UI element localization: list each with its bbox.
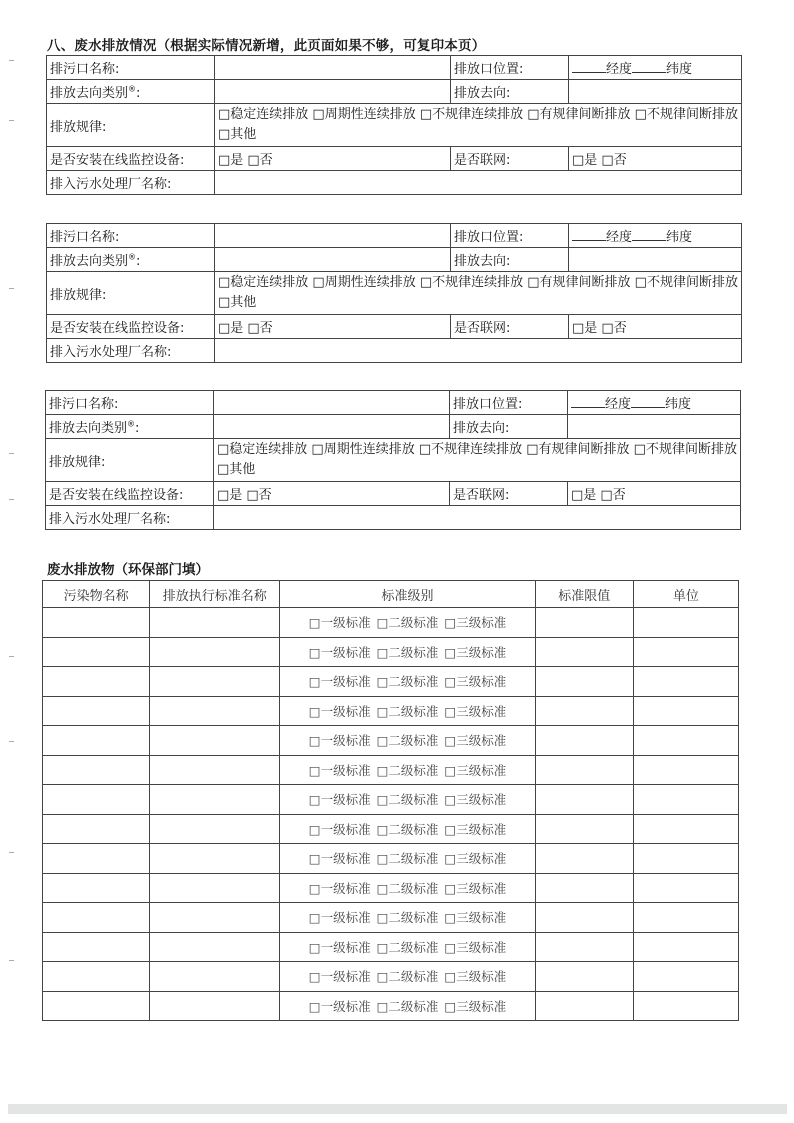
standard-limit-cell[interactable] — [535, 844, 633, 874]
network-label: 是否联网: — [451, 147, 569, 171]
level-option-1[interactable]: □一级标准 — [308, 615, 371, 631]
standard-level-cell — [280, 696, 535, 726]
pollutant-name-cell[interactable] — [43, 726, 150, 756]
pollutant-name-cell[interactable] — [43, 608, 150, 638]
outlet-row-plant — [47, 171, 742, 195]
latitude-label: 纬度 — [665, 397, 692, 412]
direction-type-field[interactable] — [214, 415, 450, 439]
monitor-label: 是否安装在线监控设备: — [47, 315, 215, 339]
standard-name-cell[interactable] — [150, 903, 280, 933]
table-row — [43, 637, 739, 667]
outlet-coordinates-field[interactable] — [569, 56, 742, 80]
standard-name-cell[interactable] — [150, 814, 280, 844]
level-option-1[interactable]: □一级标准 — [308, 969, 371, 985]
latitude-blank[interactable] — [632, 61, 666, 73]
plant-label: 排入污水处理厂名称: — [47, 171, 215, 195]
header-unit: 单位 — [633, 581, 738, 608]
outlet-row-monitor — [47, 147, 742, 171]
unit-cell[interactable] — [633, 814, 738, 844]
level-option-1[interactable]: □一级标准 — [308, 998, 371, 1014]
level-option-2[interactable]: □二级标准 — [376, 733, 439, 749]
standard-name-cell[interactable] — [150, 991, 280, 1021]
table-row — [43, 991, 739, 1021]
outlet-row-direction — [47, 80, 742, 104]
level-option-1[interactable]: □一级标准 — [308, 792, 371, 808]
standard-limit-cell[interactable] — [535, 755, 633, 785]
table-row — [43, 932, 739, 962]
level-option-2[interactable]: □二级标准 — [376, 821, 439, 837]
header-standard-level: 标准级别 — [280, 581, 535, 608]
outlet-row-pattern — [47, 104, 742, 147]
standard-level-cell — [280, 932, 535, 962]
standard-limit-cell[interactable] — [535, 903, 633, 933]
header-standard-limit: 标准限值 — [535, 581, 633, 608]
pollutant-name-cell[interactable] — [43, 785, 150, 815]
standard-level-cell — [280, 903, 535, 933]
level-option-3[interactable]: □三级标准 — [444, 762, 507, 778]
level-option-3[interactable]: □三级标准 — [444, 703, 507, 719]
outlet-name-field[interactable] — [215, 56, 451, 80]
level-option-1[interactable]: □一级标准 — [308, 644, 371, 660]
level-option-1[interactable]: □一级标准 — [308, 703, 371, 719]
pollutant-name-cell[interactable] — [43, 696, 150, 726]
section-title: 八、废水排放情况（根据实际情况新增，此页面如果不够，可复印本页） — [47, 38, 486, 54]
direction-type-text: 排放去向类别 — [50, 254, 129, 269]
level-option-3[interactable]: □三级标准 — [444, 733, 507, 749]
level-option-1[interactable]: □一级标准 — [308, 851, 371, 867]
level-option-1[interactable]: □一级标准 — [308, 762, 371, 778]
longitude-label: 经度 — [606, 230, 633, 245]
monitor-label: 是否安装在线监控设备: — [47, 147, 215, 171]
level-option-3[interactable]: □三级标准 — [444, 880, 507, 896]
standard-limit-cell[interactable] — [535, 814, 633, 844]
table-row — [43, 873, 739, 903]
unit-cell[interactable] — [633, 667, 738, 697]
outlet-row-monitor — [47, 315, 742, 339]
unit-cell[interactable] — [633, 991, 738, 1021]
margin-mark — [9, 499, 14, 500]
network-options[interactable]: □是 □否 — [569, 315, 742, 339]
network-label: 是否联网: — [450, 482, 568, 506]
level-option-1[interactable]: □一级标准 — [308, 733, 371, 749]
level-option-1[interactable]: □一级标准 — [308, 674, 371, 690]
unit-cell[interactable] — [633, 608, 738, 638]
table-row — [43, 608, 739, 638]
pollutants-header-row — [43, 581, 739, 608]
margin-mark — [9, 852, 14, 853]
level-option-2[interactable]: □二级标准 — [376, 939, 439, 955]
pattern-label: 排放规律: — [47, 272, 215, 315]
level-option-2[interactable]: □二级标准 — [376, 880, 439, 896]
margin-mark — [9, 453, 14, 454]
outlet-coordinates-field[interactable] — [569, 224, 742, 248]
standard-level-cell — [280, 873, 535, 903]
pollutant-name-cell[interactable] — [43, 637, 150, 667]
level-option-3[interactable]: □三级标准 — [444, 910, 507, 926]
standard-name-cell[interactable] — [150, 844, 280, 874]
level-option-2[interactable]: □二级标准 — [376, 851, 439, 867]
outlet-table-3 — [45, 390, 741, 530]
outlet-row-pattern — [47, 272, 742, 315]
margin-mark — [9, 120, 14, 121]
table-row — [43, 903, 739, 933]
level-option-1[interactable]: □一级标准 — [308, 939, 371, 955]
pollutant-name-cell[interactable] — [43, 991, 150, 1021]
direction-field[interactable] — [569, 248, 742, 272]
direction-type-label — [46, 415, 214, 439]
pollutant-name-cell[interactable] — [43, 962, 150, 992]
pollutant-name-cell[interactable] — [43, 903, 150, 933]
outlet-row-plant — [46, 506, 741, 530]
plant-field[interactable] — [215, 171, 742, 195]
direction-label: 排放去向: — [451, 80, 569, 104]
table-row — [43, 755, 739, 785]
standard-limit-cell[interactable] — [535, 873, 633, 903]
outlet-row-monitor — [46, 482, 741, 506]
standard-name-cell[interactable] — [150, 755, 280, 785]
standard-limit-cell[interactable] — [535, 785, 633, 815]
standard-level-cell — [280, 785, 535, 815]
level-option-3[interactable]: □三级标准 — [444, 674, 507, 690]
level-option-3[interactable]: □三级标准 — [444, 644, 507, 660]
outlet-row-name — [47, 56, 742, 80]
margin-mark — [9, 60, 14, 61]
standard-limit-cell[interactable] — [535, 932, 633, 962]
level-option-1[interactable]: □一级标准 — [308, 880, 371, 896]
level-option-2[interactable]: □二级标准 — [376, 615, 439, 631]
standard-level-cell — [280, 814, 535, 844]
header-standard-name: 排放执行标准名称 — [150, 581, 280, 608]
standard-limit-cell[interactable] — [535, 608, 633, 638]
direction-type-mark: ® — [128, 252, 137, 262]
outlet-name-label: 排污口名称: — [47, 224, 215, 248]
longitude-blank[interactable] — [572, 61, 606, 73]
level-option-3[interactable]: □三级标准 — [444, 969, 507, 985]
level-option-3[interactable]: □三级标准 — [444, 821, 507, 837]
table-row — [43, 667, 739, 697]
longitude-blank[interactable] — [571, 396, 605, 408]
unit-cell[interactable] — [633, 785, 738, 815]
standard-limit-cell[interactable] — [535, 962, 633, 992]
outlet-name-field[interactable] — [215, 224, 451, 248]
level-option-3[interactable]: □三级标准 — [444, 998, 507, 1014]
pollutant-name-cell[interactable] — [43, 667, 150, 697]
outlet-row-plant — [47, 339, 742, 363]
standard-name-cell[interactable] — [150, 962, 280, 992]
outlet-row-direction — [46, 415, 741, 439]
standard-name-cell[interactable] — [150, 785, 280, 815]
latitude-label: 纬度 — [666, 62, 693, 77]
outlet-position-label: 排放口位置: — [451, 224, 569, 248]
margin-mark — [9, 288, 14, 289]
unit-cell[interactable] — [633, 903, 738, 933]
pattern-options[interactable]: □稳定连续排放 □周期性连续排放 □不规律连续排放 □有规律间断排放 □不规律间断排放 □其他 — [214, 439, 741, 482]
standard-name-cell[interactable] — [150, 873, 280, 903]
pollutants-table — [42, 580, 739, 1021]
unit-cell[interactable] — [633, 726, 738, 756]
pattern-label: 排放规律: — [46, 439, 214, 482]
standard-level-cell — [280, 726, 535, 756]
direction-label: 排放去向: — [451, 248, 569, 272]
outlet-row-name — [47, 224, 742, 248]
level-option-2[interactable]: □二级标准 — [376, 674, 439, 690]
table-row — [43, 962, 739, 992]
standard-level-cell — [280, 608, 535, 638]
pattern-label: 排放规律: — [47, 104, 215, 147]
level-option-2[interactable]: □二级标准 — [376, 969, 439, 985]
unit-cell[interactable] — [633, 637, 738, 667]
level-option-2[interactable]: □二级标准 — [376, 910, 439, 926]
latitude-blank[interactable] — [631, 396, 665, 408]
direction-type-field[interactable] — [215, 80, 451, 104]
standard-level-cell — [280, 755, 535, 785]
direction-type-text: 排放去向类别 — [49, 421, 128, 436]
direction-label: 排放去向: — [450, 415, 568, 439]
standard-level-cell — [280, 844, 535, 874]
pattern-options[interactable]: □稳定连续排放 □周期性连续排放 □不规律连续排放 □有规律间断排放 □不规律间断排放 □其他 — [215, 104, 742, 147]
pollutant-name-cell[interactable] — [43, 814, 150, 844]
unit-cell[interactable] — [633, 873, 738, 903]
network-options[interactable]: □是 □否 — [569, 147, 742, 171]
outlet-coordinates-field[interactable] — [568, 391, 741, 415]
margin-mark — [9, 656, 14, 657]
plant-field[interactable] — [215, 339, 742, 363]
standard-limit-cell[interactable] — [535, 667, 633, 697]
pollutants-title: 废水排放物（环保部门填） — [47, 562, 209, 578]
plant-label: 排入污水处理厂名称: — [47, 339, 215, 363]
level-option-1[interactable]: □一级标准 — [308, 821, 371, 837]
outlet-name-label: 排污口名称: — [46, 391, 214, 415]
latitude-blank[interactable] — [632, 229, 666, 241]
standard-limit-cell[interactable] — [535, 726, 633, 756]
standard-name-cell[interactable] — [150, 932, 280, 962]
outlet-position-label: 排放口位置: — [451, 56, 569, 80]
pollutant-name-cell[interactable] — [43, 932, 150, 962]
monitor-options[interactable]: □是 □否 — [215, 315, 451, 339]
header-pollutant-name: 污染物名称 — [43, 581, 150, 608]
standard-limit-cell[interactable] — [535, 637, 633, 667]
unit-cell[interactable] — [633, 696, 738, 726]
unit-cell[interactable] — [633, 962, 738, 992]
direction-type-field[interactable] — [215, 248, 451, 272]
table-row — [43, 726, 739, 756]
unit-cell[interactable] — [633, 932, 738, 962]
outlet-name-field[interactable] — [214, 391, 450, 415]
direction-field[interactable] — [569, 80, 742, 104]
direction-type-mark: ® — [128, 84, 137, 94]
pollutant-name-cell[interactable] — [43, 755, 150, 785]
level-option-3[interactable]: □三级标准 — [444, 939, 507, 955]
pattern-options[interactable]: □稳定连续排放 □周期性连续排放 □不规律连续排放 □有规律间断排放 □不规律间断排放 □其他 — [215, 272, 742, 315]
level-option-2[interactable]: □二级标准 — [376, 703, 439, 719]
level-option-2[interactable]: □二级标准 — [376, 792, 439, 808]
standard-level-cell — [280, 962, 535, 992]
standard-name-cell[interactable] — [150, 667, 280, 697]
direction-type-mark: ® — [127, 419, 136, 429]
direction-type-label — [47, 248, 215, 272]
longitude-label: 经度 — [605, 397, 632, 412]
margin-mark — [9, 960, 14, 961]
monitor-label: 是否安装在线监控设备: — [46, 482, 214, 506]
level-option-1[interactable]: □一级标准 — [308, 910, 371, 926]
level-option-2[interactable]: □二级标准 — [376, 998, 439, 1014]
monitor-options[interactable]: □是 □否 — [215, 147, 451, 171]
standard-limit-cell[interactable] — [535, 991, 633, 1021]
outlet-table-2 — [46, 223, 742, 363]
direction-type-label — [47, 80, 215, 104]
table-row — [43, 696, 739, 726]
level-option-3[interactable]: □三级标准 — [444, 615, 507, 631]
table-row — [43, 844, 739, 874]
direction-field[interactable] — [568, 415, 741, 439]
standard-name-cell[interactable] — [150, 608, 280, 638]
standard-limit-cell[interactable] — [535, 696, 633, 726]
pollutant-name-cell[interactable] — [43, 873, 150, 903]
direction-type-colon: : — [136, 86, 141, 101]
level-option-2[interactable]: □二级标准 — [376, 644, 439, 660]
standard-name-cell[interactable] — [150, 726, 280, 756]
standard-level-cell — [280, 991, 535, 1021]
standard-level-cell — [280, 637, 535, 667]
monitor-options[interactable]: □是 □否 — [214, 482, 450, 506]
outlet-row-pattern — [46, 439, 741, 482]
longitude-label: 经度 — [606, 62, 633, 77]
level-option-2[interactable]: □二级标准 — [376, 762, 439, 778]
table-row — [43, 814, 739, 844]
plant-label: 排入污水处理厂名称: — [46, 506, 214, 530]
level-option-3[interactable]: □三级标准 — [444, 851, 507, 867]
direction-type-text: 排放去向类别 — [50, 86, 129, 101]
unit-cell[interactable] — [633, 844, 738, 874]
outlet-row-direction — [47, 248, 742, 272]
latitude-label: 纬度 — [666, 230, 693, 245]
standard-name-cell[interactable] — [150, 637, 280, 667]
scan-edge-bar — [8, 1104, 787, 1114]
level-option-3[interactable]: □三级标准 — [444, 792, 507, 808]
plant-field[interactable] — [214, 506, 741, 530]
pollutant-name-cell[interactable] — [43, 844, 150, 874]
unit-cell[interactable] — [633, 755, 738, 785]
outlet-name-label: 排污口名称: — [47, 56, 215, 80]
direction-type-colon: : — [135, 421, 140, 436]
table-row — [43, 785, 739, 815]
standard-name-cell[interactable] — [150, 696, 280, 726]
longitude-blank[interactable] — [572, 229, 606, 241]
standard-level-cell — [280, 667, 535, 697]
network-label: 是否联网: — [451, 315, 569, 339]
outlet-position-label: 排放口位置: — [450, 391, 568, 415]
network-options[interactable]: □是 □否 — [568, 482, 741, 506]
outlet-table-1 — [46, 55, 742, 195]
margin-mark — [9, 741, 14, 742]
direction-type-colon: : — [136, 254, 141, 269]
outlet-row-name — [46, 391, 741, 415]
